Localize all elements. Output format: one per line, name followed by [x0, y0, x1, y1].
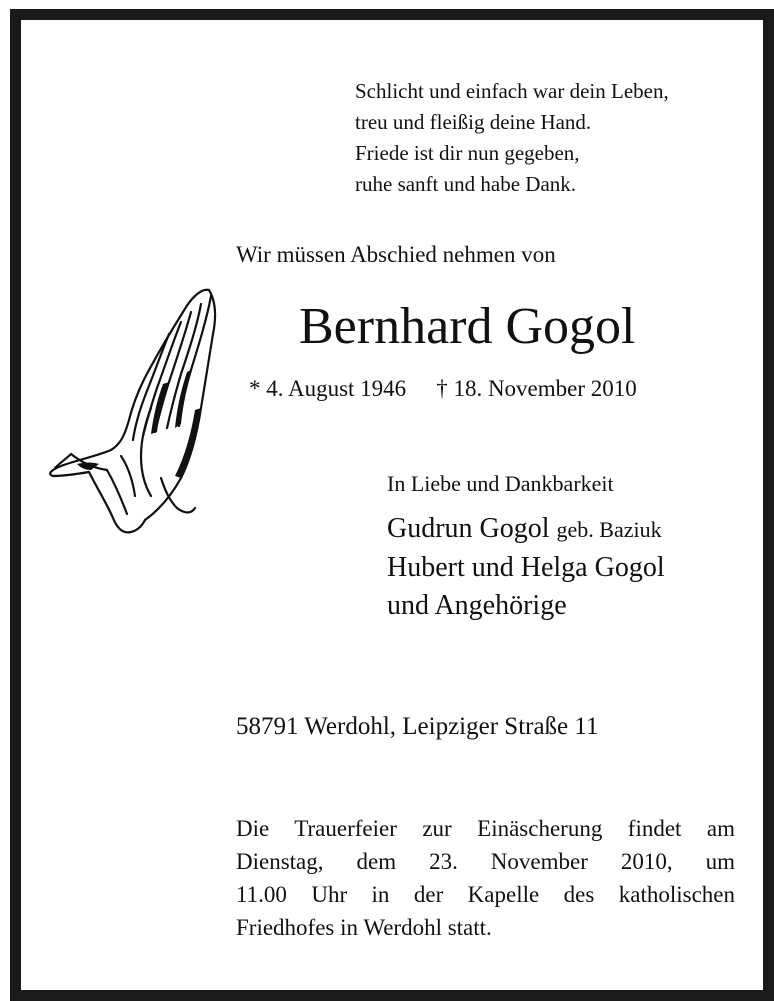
service-notice	[236, 812, 735, 944]
mourners-list	[387, 510, 665, 625]
service-line: 11.00 Uhr in der Kapelle des katholischen	[236, 882, 735, 907]
maiden-name: geb. Baziuk	[556, 517, 662, 542]
obituary-frame	[10, 9, 774, 1001]
poem-line: treu und fleißig deine Hand.	[355, 110, 592, 134]
birth-date: * 4. August 1946	[249, 376, 407, 401]
service-line: Die Trauerfeier zur Einäscherung findet am	[236, 816, 735, 841]
dedication: In Liebe und Dankbarkeit	[387, 471, 614, 496]
service-line: Dienstag, dem 23. November 2010, um	[236, 849, 735, 874]
mourner-line	[387, 510, 665, 549]
death-date: † 18. November 2010	[436, 376, 637, 401]
address: 58791 Werdohl, Leipziger Straße 11	[236, 713, 599, 740]
farewell-intro: Wir müssen Abschied nehmen von	[236, 242, 556, 267]
poem-line: Friede ist dir nun gegeben,	[355, 141, 580, 165]
praying-hands-icon	[41, 278, 221, 540]
mourner-name: Gudrun Gogol	[387, 513, 550, 544]
service-line: Friedhofes in Werdohl statt.	[236, 915, 492, 940]
mourner-line: und Angehörige	[387, 590, 567, 621]
poem-line: ruhe sanft und habe Dank.	[355, 172, 577, 196]
deceased-name: Bernhard Gogol	[299, 298, 636, 355]
poem-line: Schlicht und einfach war dein Leben,	[355, 79, 669, 103]
poem	[355, 76, 669, 200]
mourner-line: Hubert und Helga Gogol	[387, 552, 665, 583]
life-dates	[249, 376, 637, 402]
